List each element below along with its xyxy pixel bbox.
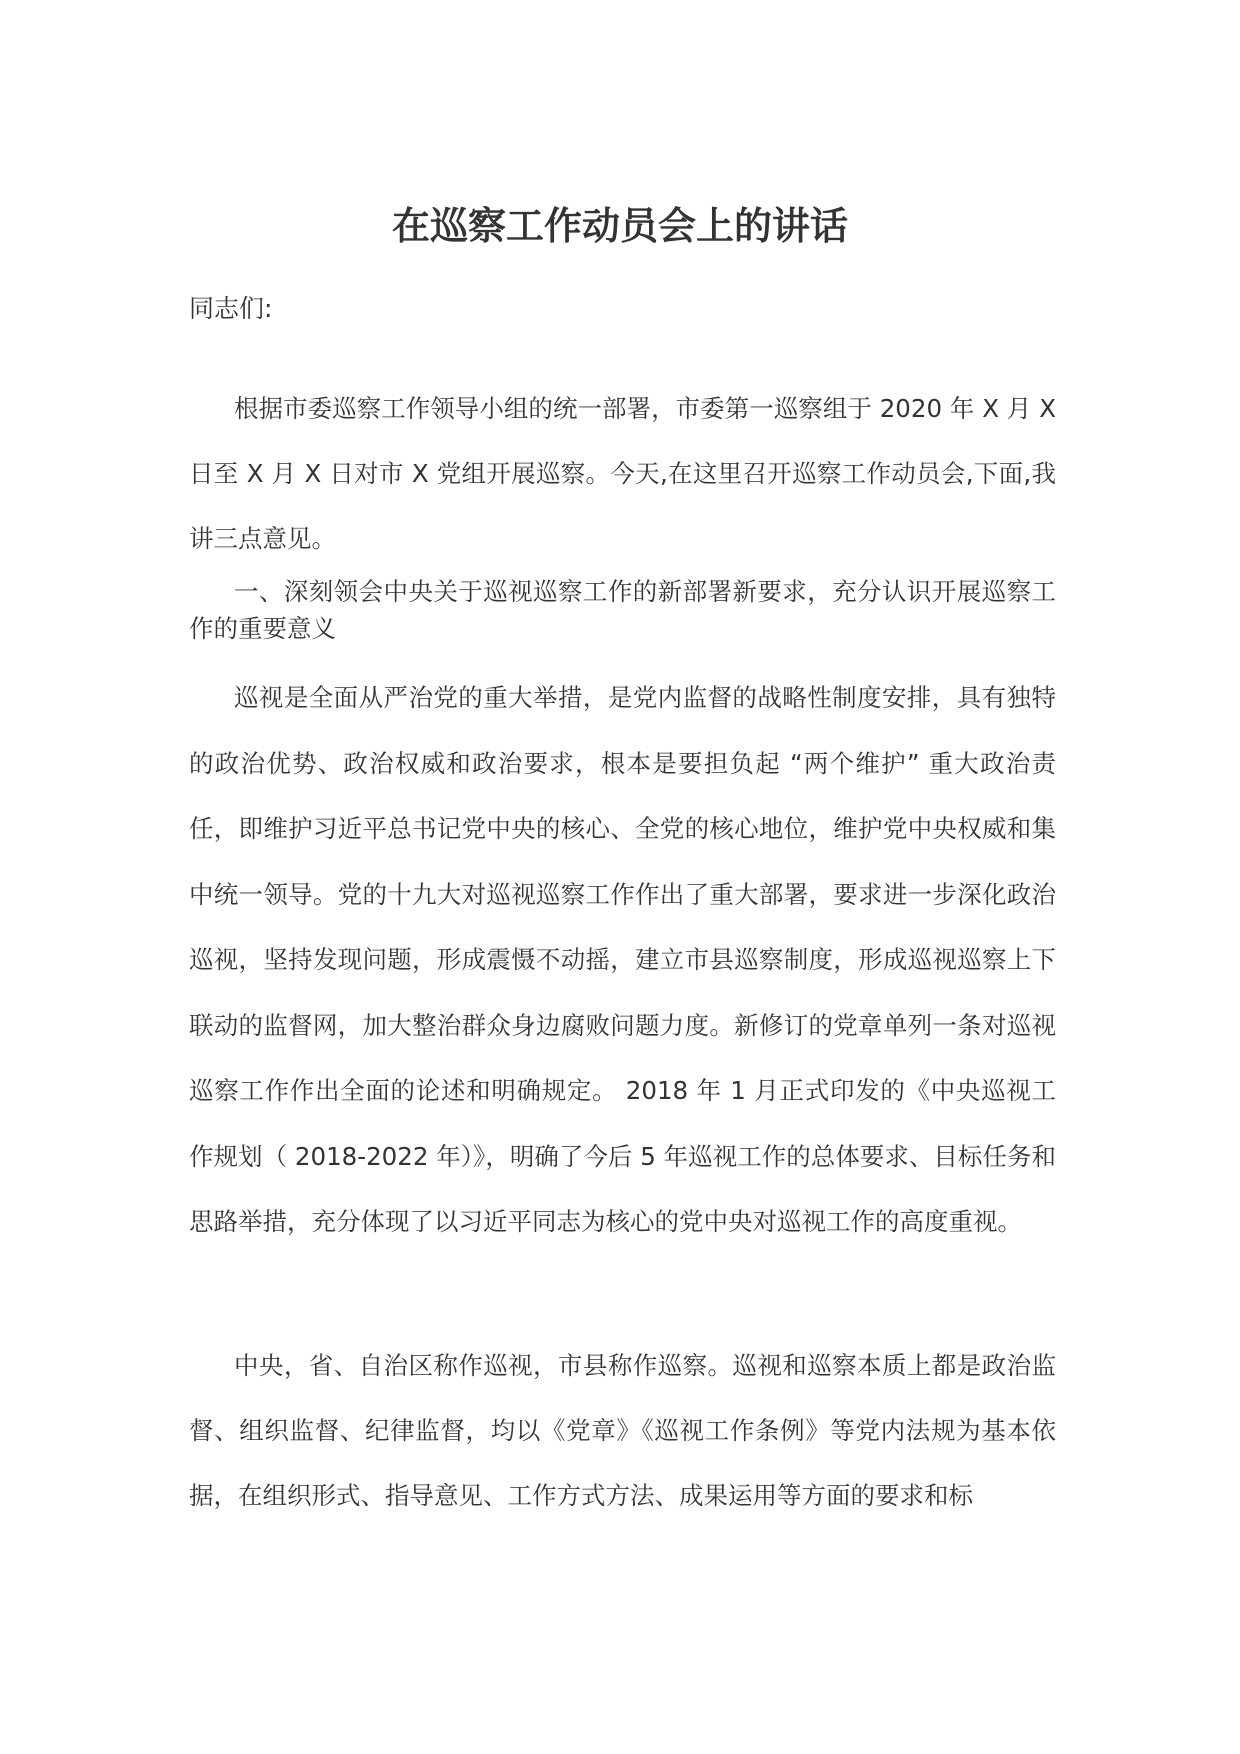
salutation: 同志们:	[189, 294, 273, 323]
paragraph-intro: 根据市委巡察工作领导小组的统一部署，市委第一巡察组于 2020 年 X 月 X 日至 X 月 X 日对市 X 党组开展巡察。今天,在这里召开巡察工作动员会,下面,我讲三点意见。	[189, 394, 1056, 553]
section-heading-1: 一、深刻领会中央关于巡视巡察工作的新部署新要求，充分认识开展巡察工作的重要意义	[189, 577, 1056, 643]
document-title: 在巡察工作动员会上的讲话	[391, 204, 848, 248]
paragraph-inspection-significance: 巡视是全面从严治党的重大举措，是党内监督的战略性制度安排，具有独特的政治优势、政治权威和政治要求，根本是要担负起 “两个维护” 重大政治责任，即维护习近平总书记党中央的核心、全党的核心地位，维护党中央权威和集中统一领导。党的十九大对巡视巡察工作作出了重大部署，要求进一步深化政治巡视，坚持发现问题，形成震慑不动摇，建立市县巡察制度，形成巡视巡察上下联动的监督网，加大整治群众身边腐败问题力度。新修订的党章单列一条对巡视巡察工作作出全面的论述和明确规定。 2018 年 1 月正式印发的《中央巡视工作规划（ 2018-2022 年）》，明确了今后 5 年巡视工作的总体要求、目标任务和思路举措，充分体现了以习近平同志为核心的党中央对巡视工作的高度重视。	[189, 683, 1056, 1236]
paragraph-inspection-definition: 中央，省、自治区称作巡视，市县称作巡察。巡视和巡察本质上都是政治监督、组织监督、纪律监督，均以《党章》《巡视工作条例》等党内法规为基本依据，在组织形式、指导意见、工作方式方法、成果运用等方面的要求和标	[189, 1351, 1056, 1510]
